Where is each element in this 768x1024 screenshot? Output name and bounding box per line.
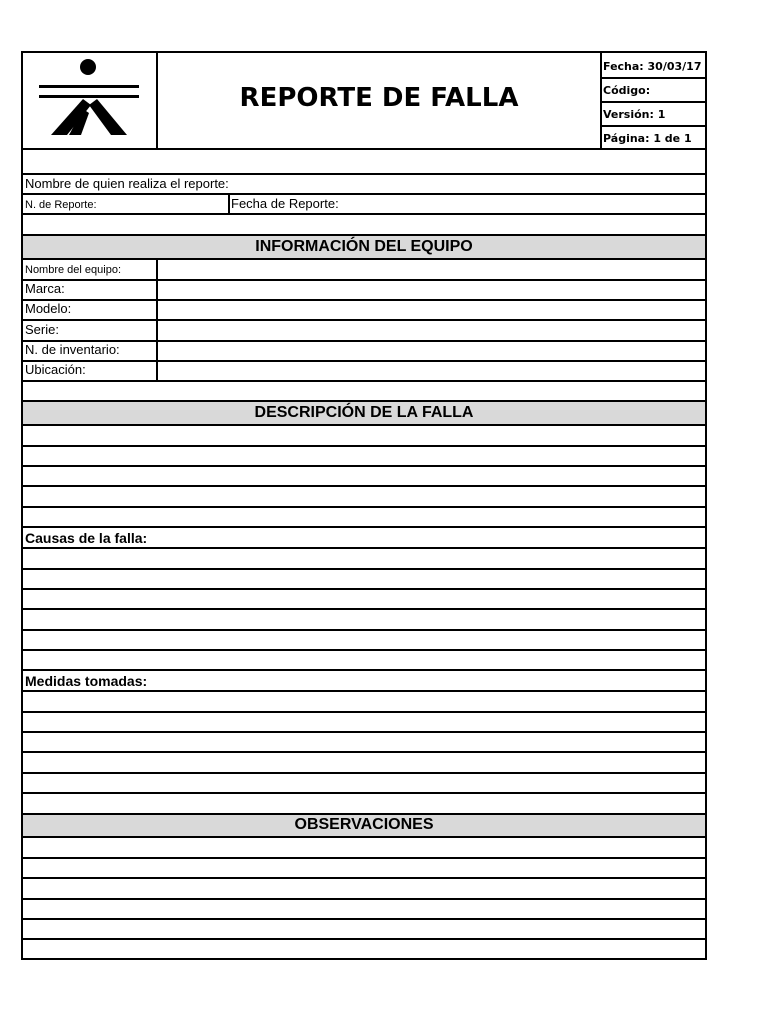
serial-label: Serie: xyxy=(25,322,59,337)
reporter-name-label: Nombre de quien realiza el reporte: xyxy=(25,176,229,191)
observations-line xyxy=(23,898,705,900)
sena-logo xyxy=(23,53,156,150)
report-number-label: N. de Reporte: xyxy=(25,199,97,211)
meta-version: Versión: 1 xyxy=(603,108,666,121)
causes-line xyxy=(23,608,705,610)
causes-line xyxy=(23,649,705,651)
observations-line xyxy=(23,918,705,920)
causes-line xyxy=(23,669,705,671)
meta-pagina: Página: 1 de 1 xyxy=(603,132,692,145)
measures-line xyxy=(23,690,705,692)
causes-line xyxy=(23,588,705,590)
description-line xyxy=(23,465,705,467)
causes-label: Causas de la falla: xyxy=(25,530,148,546)
meta-fecha: Fecha: 30/03/17 xyxy=(603,60,702,73)
observations-section-title: OBSERVACIONES xyxy=(294,816,434,833)
measures-line xyxy=(23,711,705,713)
description-line xyxy=(23,506,705,508)
observations-line xyxy=(23,857,705,859)
description-section-title: DESCRIPCIÓN DE LA FALLA xyxy=(254,404,474,421)
description-line xyxy=(23,424,705,426)
observations-line xyxy=(23,836,705,838)
measures-line xyxy=(23,772,705,774)
measures-label: Medidas tomadas: xyxy=(25,673,148,689)
report-date-label: Fecha de Reporte: xyxy=(231,196,339,211)
location-label: Ubicación: xyxy=(25,362,86,377)
document-title: REPORTE DE FALLA xyxy=(239,83,519,113)
causes-line xyxy=(23,547,705,549)
model-label: Modelo: xyxy=(25,301,72,316)
causes-line xyxy=(23,568,705,570)
brand-label: Marca: xyxy=(25,281,65,296)
logo-cell xyxy=(23,53,156,150)
measures-line xyxy=(23,792,705,794)
observations-line xyxy=(23,938,705,940)
description-line xyxy=(23,526,705,528)
fault-report-form xyxy=(21,51,707,960)
inventory-number-label: N. de inventario: xyxy=(25,342,120,357)
description-line xyxy=(23,485,705,487)
measures-line xyxy=(23,731,705,733)
description-line xyxy=(23,445,705,447)
meta-codigo: Código: xyxy=(603,84,651,97)
observations-line xyxy=(23,877,705,879)
causes-line xyxy=(23,629,705,631)
equipment-section-title: INFORMACIÓN DEL EQUIPO xyxy=(255,238,473,255)
measures-line xyxy=(23,751,705,753)
equipment-name-label: Nombre del equipo: xyxy=(25,264,122,276)
